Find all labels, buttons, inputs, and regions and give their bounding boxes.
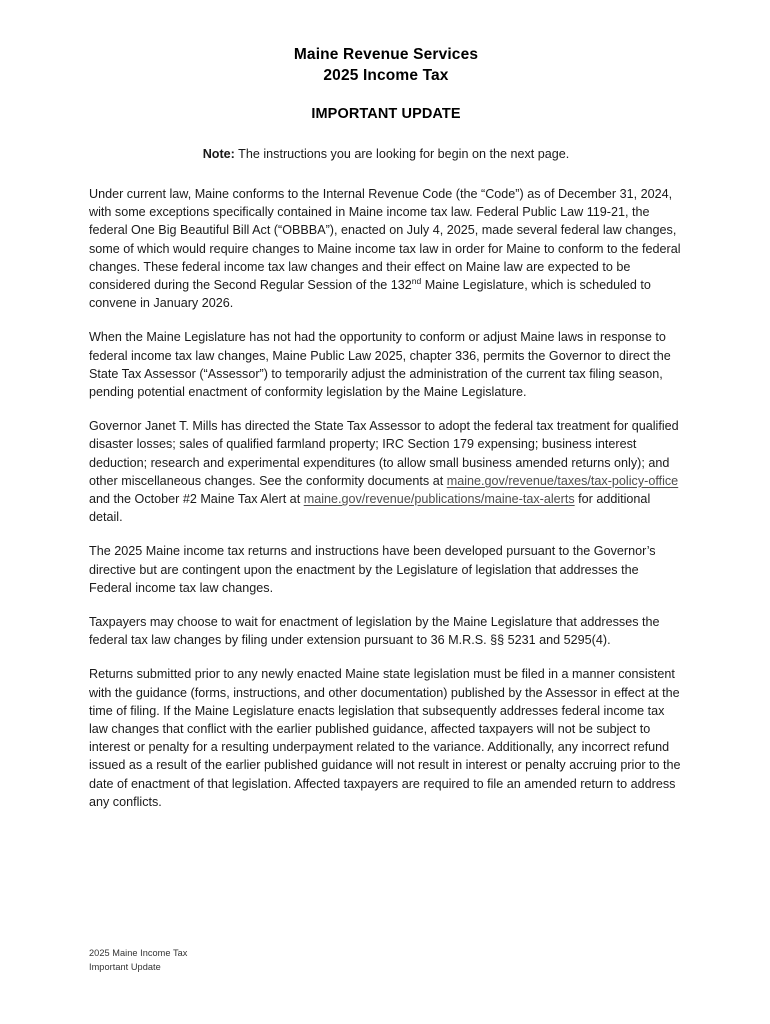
paragraph-conformity-overview [89, 185, 683, 312]
document-subheading: IMPORTANT UPDATE [311, 106, 461, 122]
paragraph-extension-option: Taxpayers may choose to wait for enactment of legislation by the Maine Legislature that addresses the federal tax law changes by filing under extension pursuant to 36 M.R.S. §§ 5231 and 5295(4). [89, 615, 660, 648]
document-title-block [89, 0, 683, 86]
document-body [89, 185, 683, 811]
ordinal-suffix-superscript: nd [411, 275, 422, 286]
note-text: The instructions you are looking for begin on the next page. [234, 147, 570, 161]
paragraph-3-text-part-2: and the October #2 Maine Tax Alert at [89, 492, 304, 507]
document-content [89, 0, 683, 811]
page-title-line-2: 2025 Income Tax [323, 67, 449, 84]
paragraph-filing-guidance: Returns submitted prior to any newly enacted Maine state legislation must be filed in a manner consistent with the guidance (forms, instructions, and other documentation) published by the Assessor in effect at the time of filing. If the Maine Legislature enacts legislation that subsequently addresses federal income tax law changes that conflict with the earlier published guidance, affected taxpayers will not be subject to interest or penalty for a resulting underpayment related to the variance. Additionally, any incorrect refund issued as a result of the earlier published guidance will not result in interest or penalty accruing prior to the date of enactment of that legislation. Affected taxpayers are required to file an amended return to address any conflicts. [89, 667, 681, 809]
paragraph-3-text-part-1: Governor Janet T. Mills has directed the State Tax Assessor to adopt the federal tax treatment for qualified disaster losses; sales of qualified farmland property; IRC Section 179 expensing; business interest deduction; research and experimental expenditures (to allow small business amended returns only); and other miscellaneous changes. See the conformity documents at [89, 419, 679, 488]
note-line [89, 146, 683, 163]
link-tax-policy-office[interactable]: maine.gov/revenue/taxes/tax-policy-office [446, 473, 679, 488]
paragraph-returns-contingent: The 2025 Maine income tax returns and instructions have been developed pursuant to the Governor’s directive but are contingent upon the enactment by the Legislature of legislation that addresses the Federal income tax law changes. [89, 544, 656, 595]
page-title-line-1: Maine Revenue Services [293, 46, 479, 63]
footer-line-2: Important Update [89, 961, 161, 972]
paragraph-governor-directive [89, 417, 683, 526]
footer-line-1: 2025 Maine Income Tax [89, 948, 188, 958]
paragraph-1-text-part-1: Under current law, Maine conforms to the Internal Revenue Code (the “Code”) as of December 31, 2024, with some exceptions specifically contained in Maine income tax law. Federal Public Law 119-21, the federal One Big Beautiful Bill Act (“OBBBA”), enacted on July 4, 2025, made several federal law changes, some of which would require changes to Maine income tax law in order for Maine to conform to the federal changes. These federal income tax law changes and their effect on Maine law are expected to be considered during the Second Regular Session of the 132 [89, 187, 681, 293]
link-maine-tax-alerts[interactable]: maine.gov/revenue/publications/maine-tax-alerts [303, 492, 575, 507]
paragraph-legislature-authority: When the Maine Legislature has not had the opportunity to conform or adjust Maine laws in response to federal income tax law changes, Maine Public Law 2025, chapter 336, permits the Governor to direct the State Tax Assessor (“Assessor”) to temporarily adjust the administration of the current tax filing season, pending potential enactment of conformity legislation by the Maine Legislature. [89, 330, 671, 400]
paragraph-3-text-part-3: for additional detail. [89, 492, 651, 525]
paragraph-1-text-part-2: Maine Legislature, which is scheduled to convene in January 2026. [89, 278, 651, 311]
note-label: Note: [202, 147, 235, 161]
page-footer [89, 947, 489, 974]
